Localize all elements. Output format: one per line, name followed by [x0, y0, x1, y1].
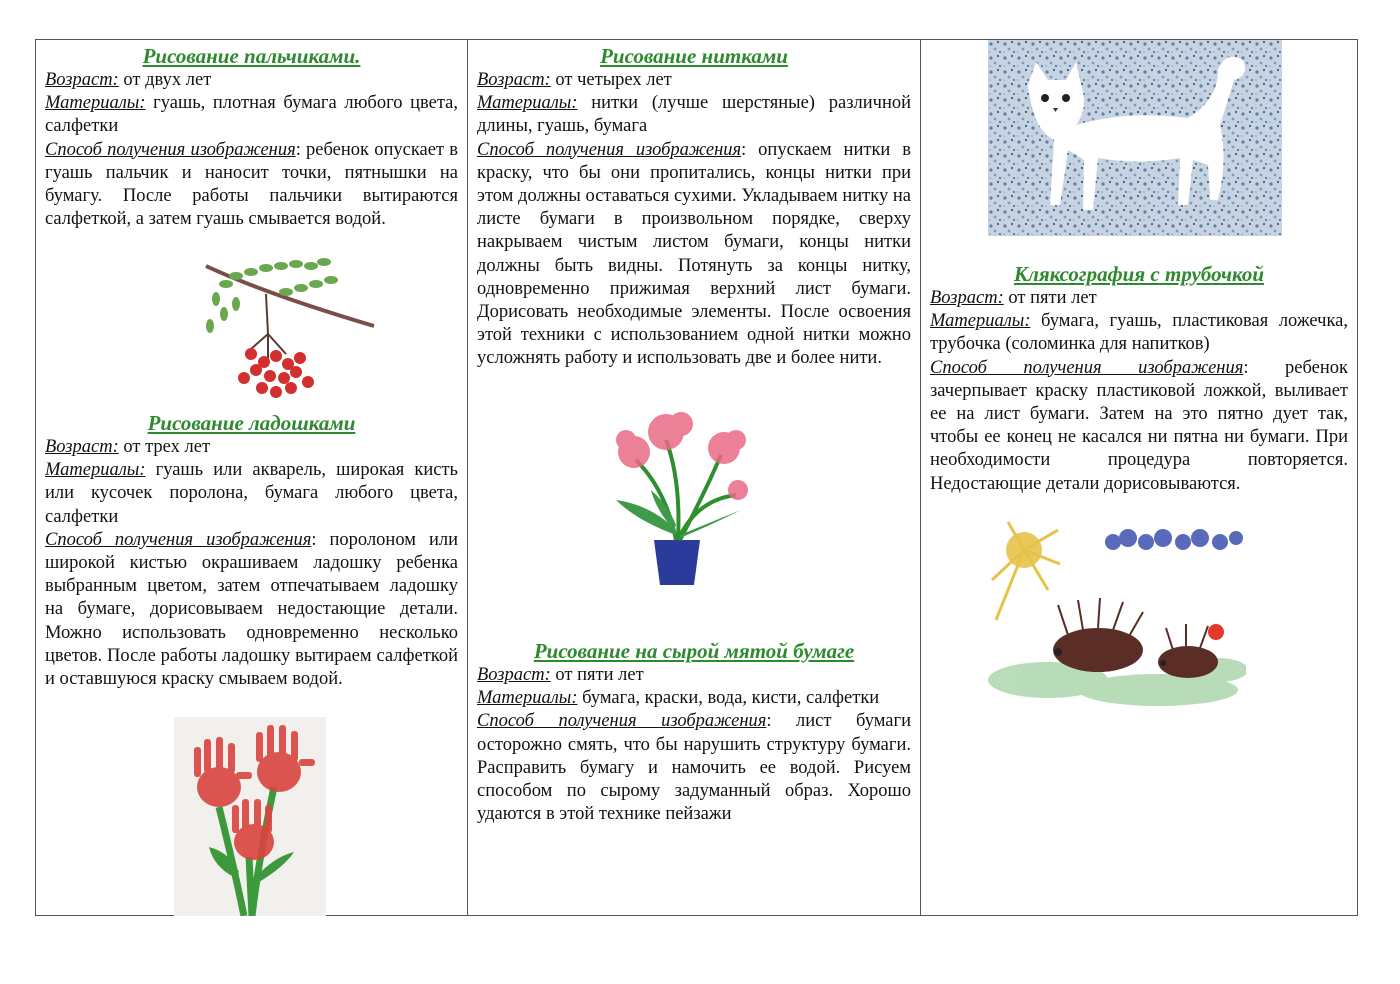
section-title: Рисование пальчиками. [142, 44, 361, 68]
rowan-branch-image [196, 254, 376, 404]
section-title: Кляксография с трубочкой [1013, 262, 1265, 286]
method-line: Способ получения изображения: поролоном или широкой кистью окрашиваем ладошку ребенка выбранным цветом, затем отпечатываем ладошку на бумаге, дорисовываем недостающие детали. Можно использовать одновременно несколько цветов. После работы ладошку вытираем салфеткой и оставшуюся краску смываем водой. [45, 529, 458, 690]
age-line: Возраст: от пяти лет [930, 288, 1097, 308]
materials-line: Материалы: гуашь или акварель, широкая кисть или кусочек поролона, бумага любого цвета, салфетки [45, 460, 458, 527]
section-fingers [45, 43, 458, 231]
column-left [36, 40, 468, 915]
method-line: Способ получения изображения: лист бумаги осторожно смять, что бы нарушить структуру бумаги. Расправить бумагу и намочить ее водой. Рисуем способом по сырому задуманный образ. Хорошо удаются в этой технике пейзажи [477, 711, 911, 825]
section-title: Рисование нитками [600, 44, 788, 68]
column-right [921, 40, 1357, 915]
method-line: Способ получения изображения: опускаем нитки в краску, что бы они пропитались, концы нитки при этом должны оставаться сухими. Укладываем нитку на листе бумаги в произвольном порядке, сверху накрываем чистым листом бумаги, концы нитки должны быть видны. Потянуть за концы нитку, одновременно прижимая верхний лист бумаги. Дорисовать необходимые элементы. После освоения этой техники с использованием одной нитки можно усложнять работу и использовать две и более нити. [477, 139, 911, 369]
materials-line: Материалы: гуашь, плотная бумага любого цвета, салфетки [45, 93, 458, 137]
materials-line: Материалы: бумага, краски, вода, кисти, салфетки [477, 688, 880, 709]
white-cat-image [988, 40, 1282, 236]
section-palms [45, 410, 458, 691]
age-line: Возраст: от пяти лет [477, 665, 644, 685]
materials-line: Материалы: бумага, гуашь, пластиковая ложечка, трубочка (соломинка для напитков) [930, 311, 1348, 355]
method-line: Способ получения изображения: ребенок опускает в гуашь пальчик и наносит точки, пятнышки на бумагу. После работы пальчики вытираются салфеткой, а затем гуашь смывается водой. [45, 139, 458, 230]
section-wet-paper [477, 638, 911, 826]
age-line: Возраст: от трех лет [45, 437, 211, 457]
hedgehogs-image [988, 520, 1246, 711]
section-blot [930, 261, 1348, 496]
handprint-flowers-image [174, 717, 326, 916]
age-line: Возраст: от четырех лет [477, 70, 672, 90]
age-line: Возраст: от двух лет [45, 70, 212, 90]
section-title: Рисование ладошками [147, 411, 356, 435]
materials-line: Материалы: нитки (лучше шерстяные) различной длины, гуашь, бумага [477, 93, 911, 137]
techniques-table [35, 39, 1358, 916]
thread-flowers-image [596, 400, 758, 590]
column-middle [468, 40, 921, 915]
method-line: Способ получения изображения: ребенок зачерпывает краску пластиковой ложкой, выливает ее на лист бумаги. Затем на это пятно дует так, чтобы ее конец не касался ни пятна ни бумаги. При необходимости процедура повторяется. Недостающие детали дорисовываются. [930, 357, 1348, 494]
section-threads [477, 43, 911, 371]
section-title: Рисование на сырой мятой бумаге [533, 639, 855, 663]
